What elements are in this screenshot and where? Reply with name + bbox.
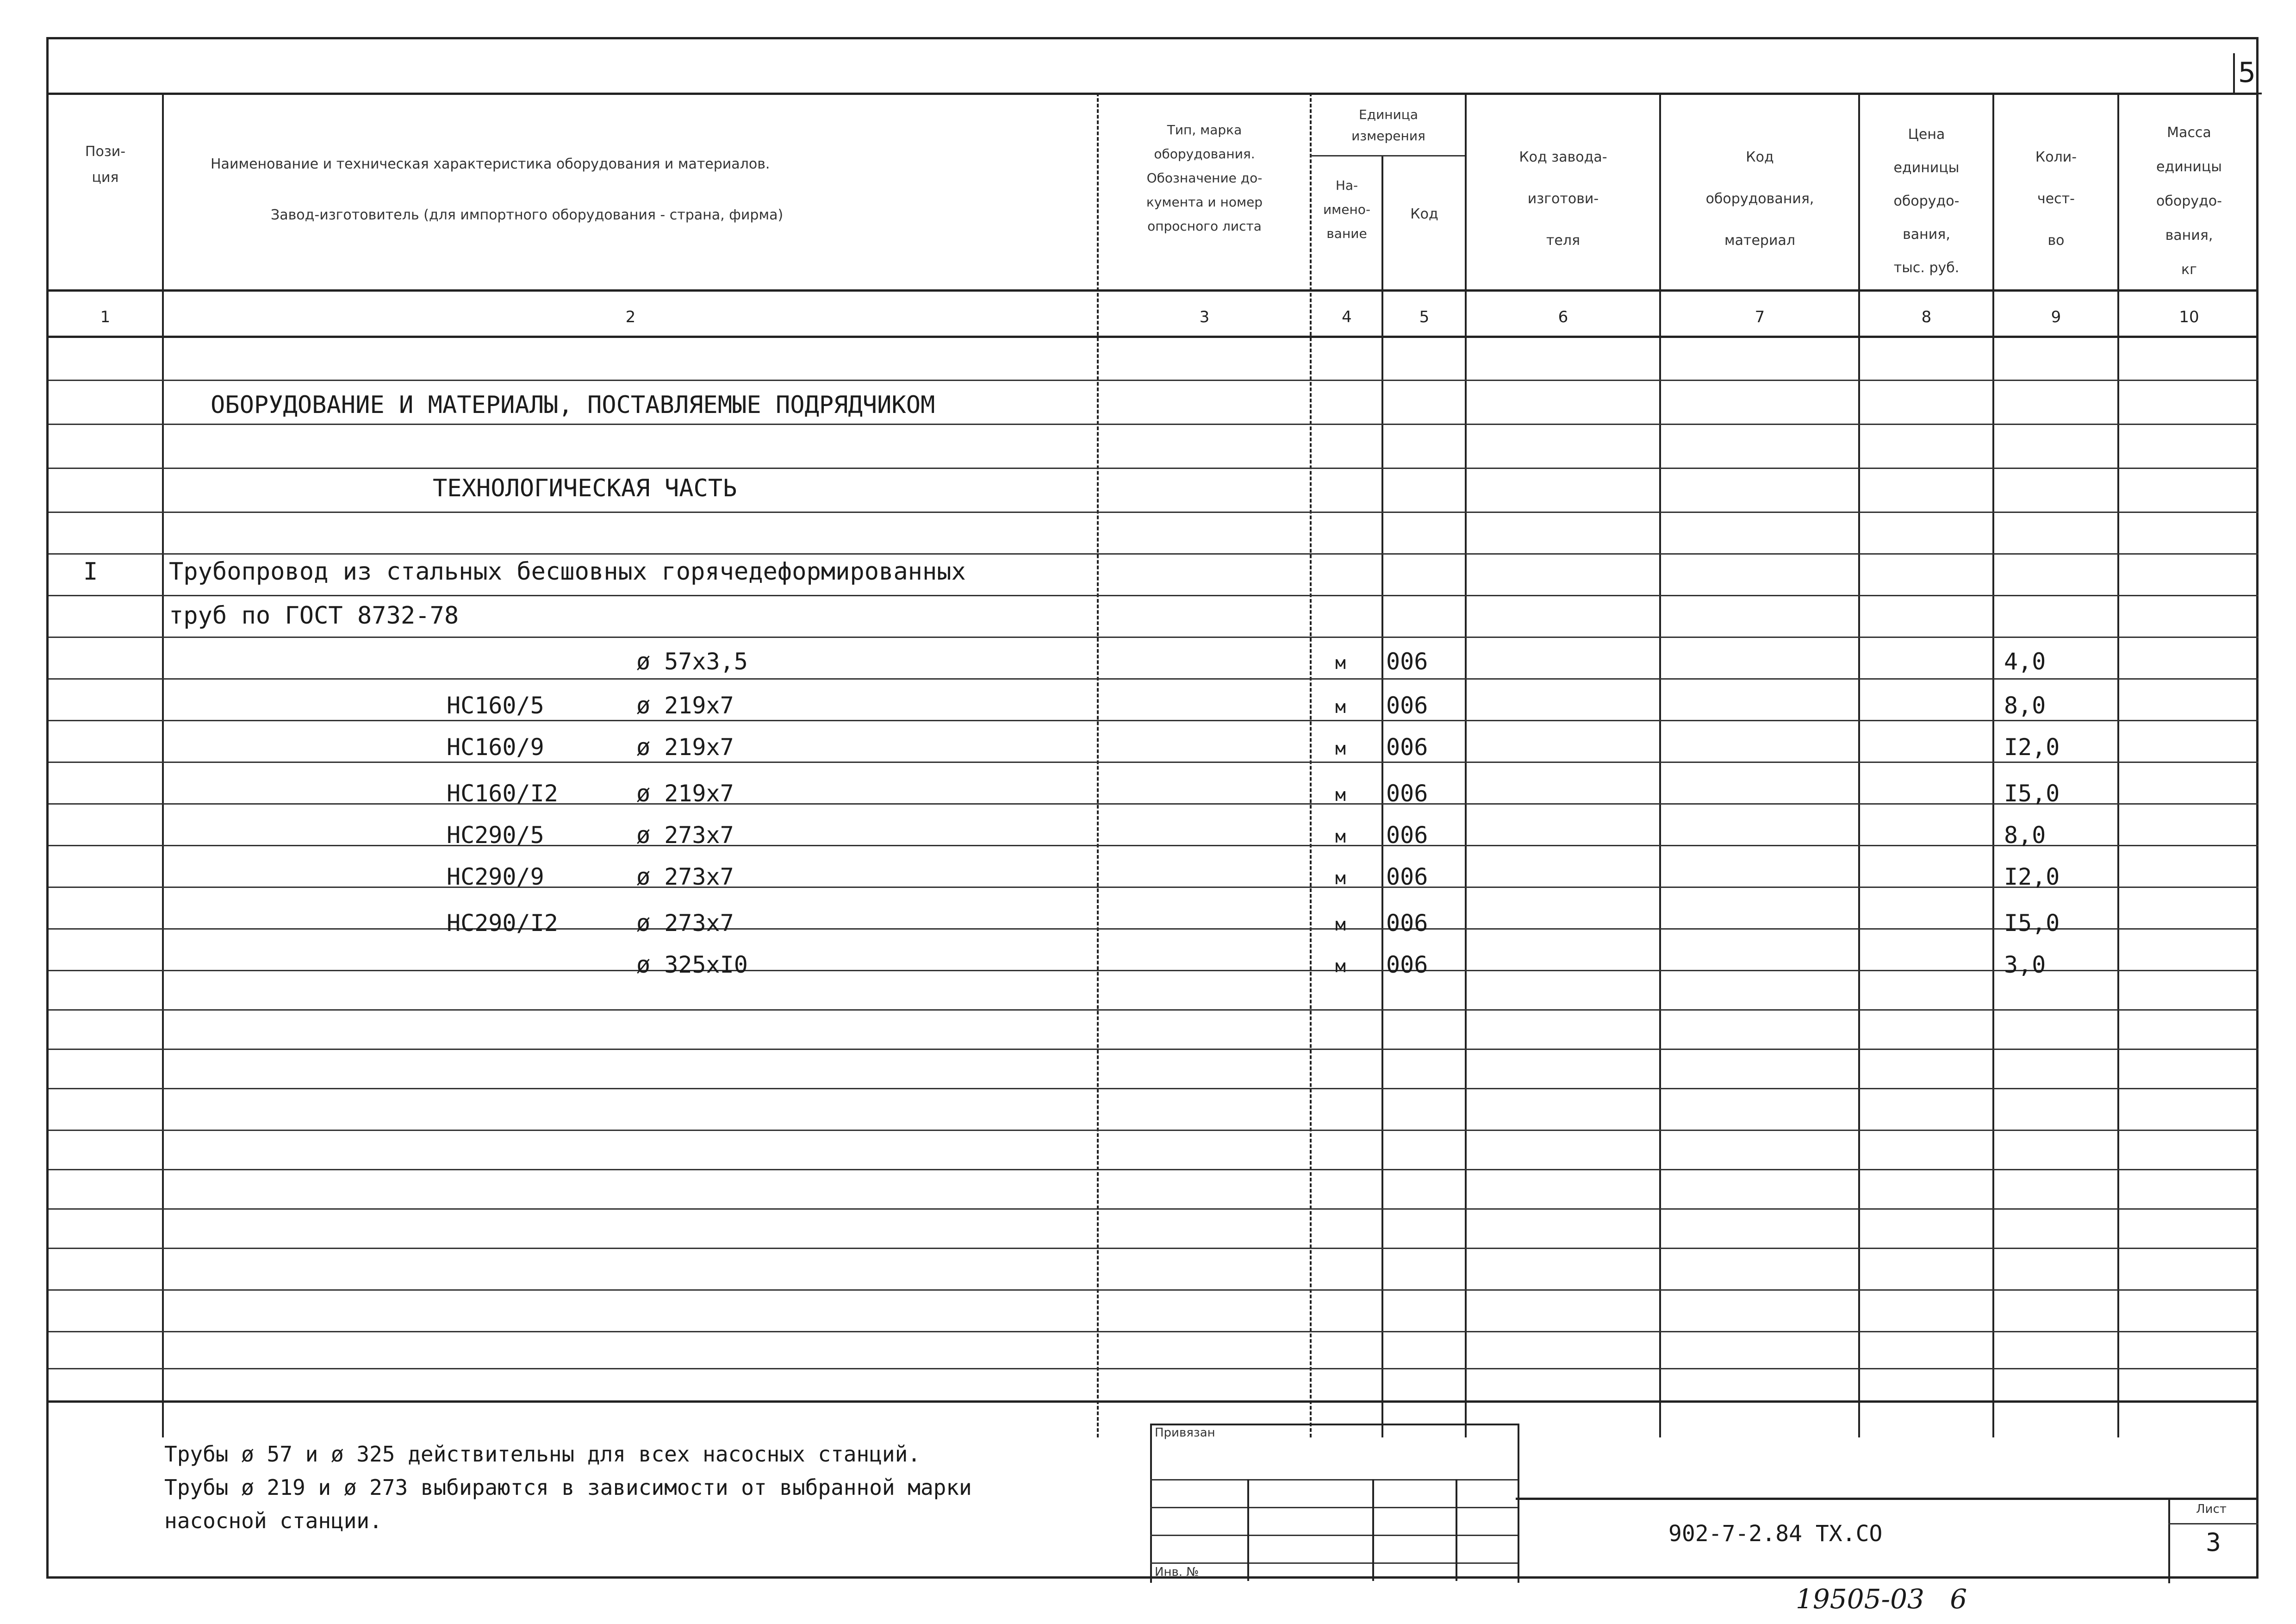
pipe-size: ø 273х7 [636,910,734,937]
col-divider-1 [162,93,164,1437]
stamp-bound-label: Привязан [1155,1426,1215,1440]
header-col7: Код оборудования, материал [1705,149,1814,249]
col-divider-9 [2117,93,2119,1437]
pipe-unit: м [1335,868,1346,888]
stamp-sheet-number: 3 [2206,1528,2221,1557]
table-row-line [49,637,2259,638]
table-row-line [49,1331,2259,1332]
pipe-unit: м [1335,826,1346,847]
table-row-line [49,887,2259,888]
colnum-7: 7 [1755,308,1765,326]
col-divider-7 [1858,93,1860,1437]
pipe-qty: I2,0 [2004,863,2060,890]
header-col4: На- имено- вание [1323,178,1371,241]
col-divider-4 [1381,155,1383,1437]
table-row-line [49,845,2259,846]
pipe-unit: м [1335,914,1346,935]
pipe-code: 006 [1386,910,1428,937]
pipe-unit: м [1335,653,1346,673]
table-row-line [49,803,2259,805]
item-name-line2: труб по ГОСТ 8732-78 [169,602,459,630]
pipe-qty: 4,0 [2004,648,2046,675]
col-divider-2 [1097,93,1099,1437]
drawing-sheet [46,37,2259,1579]
col-divider-3 [1310,93,1312,1437]
table-row-line [49,1049,2259,1050]
table-row-line [49,970,2259,971]
stamp-line-3 [1150,1535,1518,1536]
note-line-3: насосной станции. [164,1508,382,1533]
pipe-unit: м [1335,785,1346,805]
pipe-unit: м [1335,956,1346,976]
table-row-line [49,1289,2259,1291]
column-numbers-top [49,289,2259,292]
pipe-unit: м [1335,738,1346,759]
table-row-line [49,553,2259,555]
pipe-code: 006 [1386,863,1428,890]
pipe-qty: I5,0 [2004,910,2060,937]
pipe-size: ø 219х7 [636,780,734,807]
colnum-5: 5 [1419,308,1430,326]
subsection-title: ТЕХНОЛОГИЧЕСКАЯ ЧАСТЬ [433,475,737,502]
stamp-bound-box [1150,1424,1519,1583]
col-divider-5 [1465,93,1467,1437]
colnum-1: 1 [100,308,111,326]
stamp-sheet-line [2168,1523,2259,1524]
table-row-line [49,720,2259,721]
table-row-line [49,1009,2259,1011]
header-col2: Наименование и техническая характеристика оборудования и материалов. Завод-изготовитель (для импортного оборудования - страна, фирма) [211,156,784,223]
pipe-size: ø 219х7 [636,692,734,719]
pipe-qty: I2,0 [2004,734,2060,761]
pipe-size: ø 273х7 [636,863,734,890]
table-top-line [49,93,2259,95]
pipe-code: 006 [1386,822,1428,849]
stamp-vline-3 [1456,1479,1457,1581]
section-title: ОБОРУДОВАНИЕ И МАТЕРИАЛЫ, ПОСТАВЛЯЕМЫЕ ПОДРЯДЧИКОМ [211,391,935,419]
stamp-inv-label: Инв. № [1155,1565,1199,1579]
table-row-line [49,380,2259,381]
pipe-qty: I5,0 [2004,780,2060,807]
note-line-2: Трубы ø 219 и ø 273 выбираются в зависимости от выбранной марки [164,1475,972,1500]
item-position: I [83,558,98,586]
table-row-line [49,468,2259,469]
stamp-line-4 [1150,1562,1518,1564]
pipe-code: 006 [1386,780,1428,807]
table-row-line [49,424,2259,425]
pipe-code: 006 [1386,692,1428,719]
header-col5: Код [1410,206,1438,222]
header-units-title: Единица измерения [1351,107,1425,144]
pipe-mark: НС290/I2 [447,910,558,937]
colnum-10: 10 [2179,308,2199,326]
pipe-mark: НС290/5 [447,822,544,849]
pipe-code: 006 [1386,734,1428,761]
header-col3: Тип, марка оборудования. Обозначение до- кумента и номер опросного листа [1146,122,1263,234]
pipe-code: 006 [1386,648,1428,675]
pipe-mark: НС160/9 [447,734,544,761]
table-row-line [49,1208,2259,1210]
table-row-line [49,512,2259,513]
stamp-title-top [1516,1498,2259,1500]
note-line-1: Трубы ø 57 и ø 325 действительны для всех насосных станций. [164,1442,921,1467]
colnum-3: 3 [1199,308,1210,326]
header-col10: Масса единицы оборудо- вания, кг [2156,125,2222,278]
stamp-line-2 [1150,1507,1518,1508]
table-row-line [49,678,2259,680]
colnum-6: 6 [1558,308,1568,326]
unit-header-divider [1310,155,1465,156]
pipe-qty: 8,0 [2004,822,2046,849]
header-col8: Цена единицы оборудо- вания, тыс. руб. [1893,126,1960,276]
pipe-size: ø 273х7 [636,822,734,849]
column-numbers-bottom [49,336,2259,338]
pipe-unit: м [1335,697,1346,717]
item-name-line1: Трубопровод из стальных бесшовных горячедеформированных [169,558,966,586]
col-divider-8 [1992,93,1994,1437]
stamp-line-1 [1150,1479,1518,1480]
header-col6: Код завода- изготови- теля [1519,149,1607,249]
pipe-size: ø 325хI0 [636,951,748,978]
pipe-qty: 8,0 [2004,692,2046,719]
colnum-9: 9 [2051,308,2061,326]
pipe-code: 006 [1386,951,1428,978]
handwritten-archive-number: 19505-03 6 [1796,1583,1967,1615]
header-col9: Коли- чест- во [2035,149,2077,249]
stamp-vline-2 [1372,1479,1374,1581]
table-row-line [49,1248,2259,1249]
table-bottom-line [49,1400,2259,1403]
pipe-qty: 3,0 [2004,951,2046,978]
document-code: 902-7-2.84 ТХ.СО [1668,1521,1883,1547]
pipe-size: ø 57х3,5 [636,648,748,675]
table-row-line [49,1169,2259,1170]
stamp-sheet-label: Лист [2196,1502,2227,1516]
colnum-4: 4 [1342,308,1352,326]
table-row-line [49,1368,2259,1369]
colnum-2: 2 [625,308,636,326]
table-row-line [49,928,2259,930]
stamp-vline-1 [1247,1479,1249,1581]
colnum-8: 8 [1921,308,1932,326]
pipe-size: ø 219х7 [636,734,734,761]
pipe-mark: НС290/9 [447,863,544,890]
table-row-line [49,595,2259,596]
table-row-line [49,1130,2259,1131]
pipe-mark: НС160/I2 [447,780,558,807]
table-row-line [49,762,2259,763]
corner-sheet-number: 5 [2238,56,2256,89]
table-row-line [49,1088,2259,1089]
pipe-mark: НС160/5 [447,692,544,719]
header-col1: Пози- ция [85,144,126,186]
col-divider-6 [1659,93,1661,1437]
